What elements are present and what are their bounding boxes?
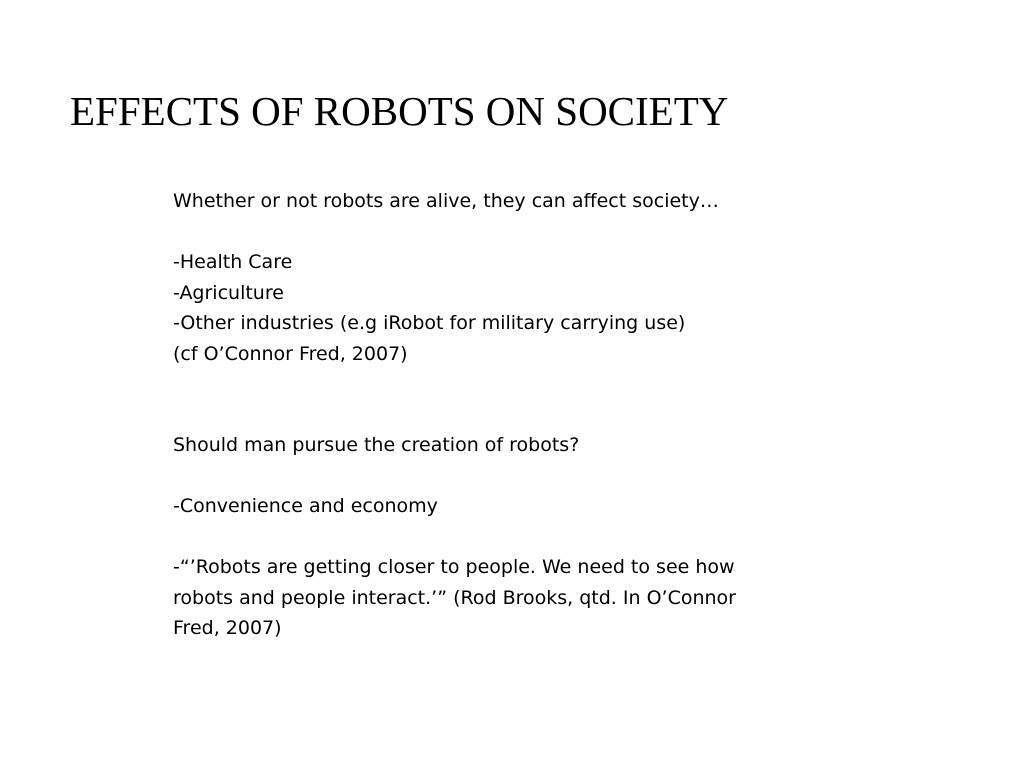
spacer: [173, 522, 813, 553]
slide-body: [173, 186, 813, 644]
spacer: [173, 400, 813, 431]
section2-question: Should man pursue the creation of robots?: [173, 434, 580, 456]
list-item: -Agriculture: [173, 281, 284, 304]
list-item: -Health Care: [173, 251, 293, 273]
quote-line: -“’Robots are getting closer to people. We need to see how: [173, 556, 735, 578]
list-item: -Other industries (e.g iRobot for military carrying use): [173, 312, 686, 334]
section1-intro: Whether or not robots are alive, they can affect society…: [173, 190, 719, 212]
spacer: [173, 369, 813, 400]
spacer: [173, 461, 813, 492]
section2-point: -Convenience and economy: [173, 495, 438, 517]
quote-line: Fred, 2007): [173, 617, 282, 639]
citation: (cf O’Connor Fred, 2007): [173, 342, 408, 365]
spacer: [173, 217, 813, 248]
quote-line: robots and people interact.’” (Rod Brooks, qtd. In O’Connor: [173, 586, 736, 609]
slide-title: EFFECTS OF ROBOTS ON SOCIETY: [70, 88, 729, 134]
